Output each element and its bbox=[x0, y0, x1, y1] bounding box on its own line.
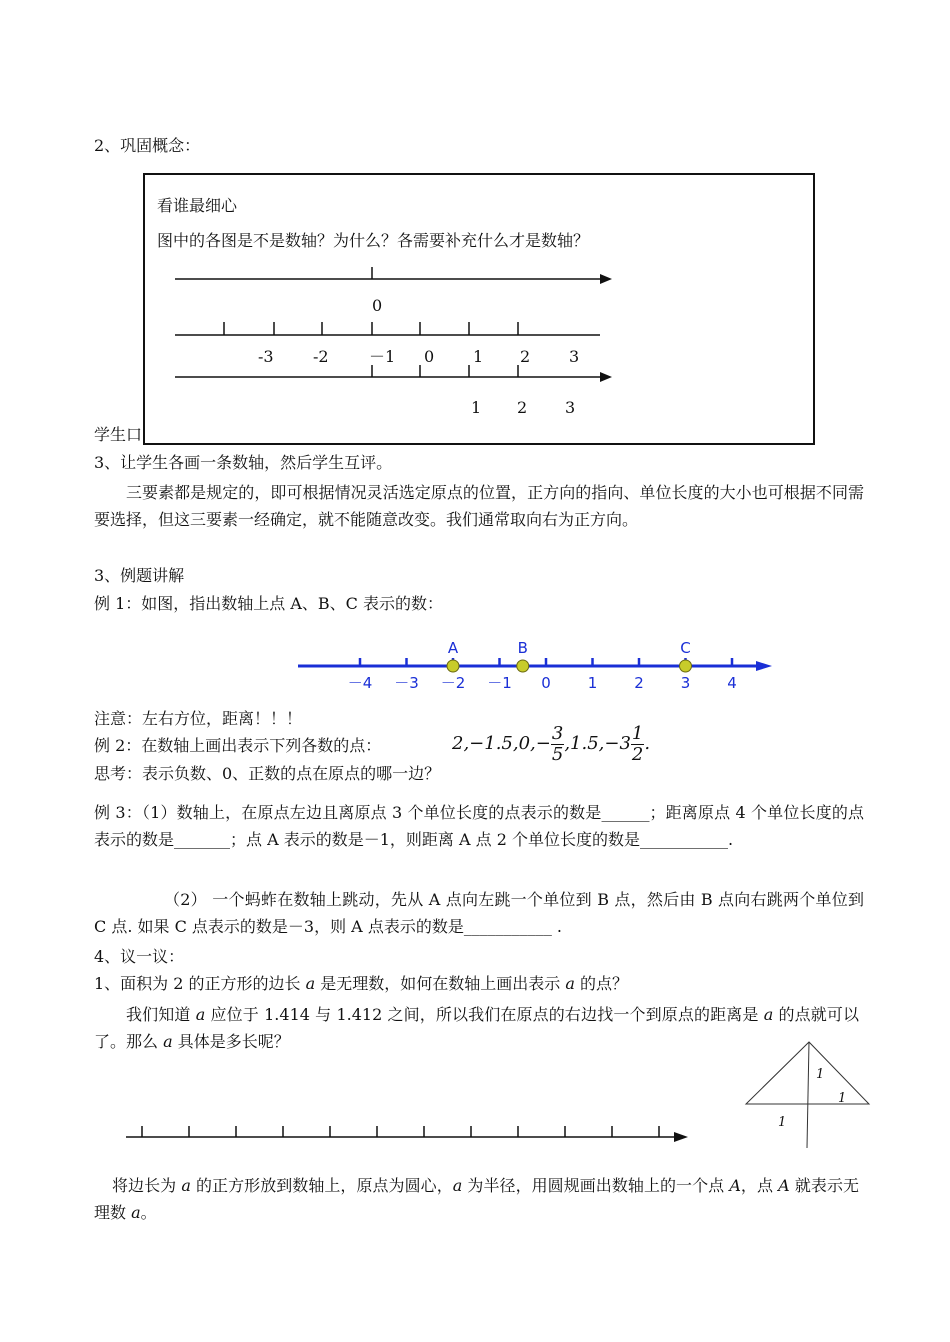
final-d: ，点 bbox=[740, 1176, 779, 1195]
ex1-tick-label: －3 bbox=[394, 674, 419, 692]
section3-heading: 3、让学生各画一条数轴，然后学生互评。 bbox=[94, 453, 393, 472]
axis-2-label: 0 bbox=[424, 347, 435, 366]
fraction-3-5 bbox=[551, 724, 564, 765]
var-a: a bbox=[452, 1176, 463, 1195]
q1-part-b: 是无理数，如何在数轴上画出表示 bbox=[315, 974, 566, 993]
ex1-point-label: A bbox=[447, 639, 459, 657]
final-a: 将边长为 bbox=[112, 1176, 182, 1195]
final-f: 。 bbox=[140, 1203, 157, 1222]
var-a: a bbox=[305, 974, 316, 993]
p1-a: 我们知道 bbox=[126, 1005, 196, 1024]
note-text: 注意：左右方位，距离！！！ bbox=[94, 709, 303, 728]
p1-c: 的点就可以了。那么 bbox=[94, 1005, 860, 1051]
point-A: A bbox=[729, 1176, 741, 1195]
ex1-tick-label: －2 bbox=[440, 674, 466, 692]
axis-2-label: 1 bbox=[473, 347, 484, 366]
example-1-text: 例 1：如图，指出数轴上点 A、B、C 表示的数： bbox=[94, 594, 443, 613]
frac-num: 3 bbox=[551, 722, 564, 744]
var-a: a bbox=[195, 1005, 206, 1024]
example-2-math bbox=[452, 720, 650, 768]
example-2-text: 例 2：在数轴上画出表示下列各数的点： bbox=[94, 736, 382, 755]
p1-d: 具体是多长呢？ bbox=[172, 1032, 290, 1051]
math-part-1: 2,−1.5,0,− bbox=[452, 733, 551, 754]
var-a: a bbox=[163, 1032, 173, 1051]
axis-2-label: -3 bbox=[258, 347, 274, 366]
section4-question-1 bbox=[94, 974, 628, 994]
axis-3-arrow bbox=[600, 372, 612, 382]
point-A: A bbox=[778, 1176, 790, 1195]
ex1-point-label: C bbox=[680, 639, 691, 657]
axis-1-label: 0 bbox=[372, 296, 383, 315]
q1-part-c: 的点？ bbox=[574, 974, 628, 993]
example-1-number-line bbox=[298, 630, 778, 700]
final-e: 就表示无理数 bbox=[94, 1176, 859, 1222]
diagram-label: 1 bbox=[816, 1067, 825, 1082]
ex1-tick-label: 0 bbox=[541, 674, 551, 692]
section3-paragraph: 三要素都是规定的，即可根据情况灵活选定原点的位置，正方向的指向、单位长度的大小也可根据不同需要选择，但这三要素一经确定，就不能随意改变。我们通常取向右为正方向。 bbox=[94, 483, 864, 529]
math-end: . bbox=[644, 733, 651, 754]
concept-box bbox=[143, 173, 815, 445]
axis-3-label: 3 bbox=[565, 398, 576, 417]
axis-3-label: 2 bbox=[517, 398, 528, 417]
square-diagonal-diagram bbox=[744, 1040, 874, 1150]
diagram-label: 1 bbox=[778, 1115, 787, 1130]
ex1-point-a bbox=[447, 660, 459, 672]
bottom-axis-arrow bbox=[674, 1132, 688, 1142]
triangle-shape bbox=[746, 1042, 869, 1104]
ex1-tick-label: 2 bbox=[634, 674, 644, 692]
q1-part-a: 1、面积为 2 的正方形的边长 bbox=[94, 974, 306, 993]
section4-heading: 4、议一议： bbox=[94, 947, 185, 966]
diagram-label: 1 bbox=[838, 1091, 847, 1106]
think-text: 思考：表示负数、0、正数的点在原点的哪一边？ bbox=[94, 764, 441, 783]
var-a: a bbox=[131, 1203, 141, 1222]
frac-den: 2 bbox=[631, 743, 644, 765]
example-3-part-2: （2） 一个蚂蚱在数轴上跳动，先从 A 点向左跳一个单位到 B 点，然后由 B 点向右跳两个单位到 C 点. 如果 C 点表示的数是－3，则 A 点表示的数是___________ . bbox=[94, 890, 864, 936]
section4-number-line bbox=[124, 1122, 704, 1152]
ex1-tick-label: 4 bbox=[727, 674, 737, 692]
axis-2-label: －1 bbox=[369, 347, 396, 366]
fraction-1-2 bbox=[631, 724, 644, 765]
ex1-tick-label: 1 bbox=[587, 674, 598, 692]
axis-2-label: -2 bbox=[313, 347, 329, 366]
axis-3-label: 1 bbox=[471, 398, 482, 417]
ex1-axis-arrow bbox=[756, 661, 772, 671]
axis-figure-1 bbox=[145, 260, 813, 320]
var-a: a bbox=[565, 974, 575, 993]
var-a: a bbox=[763, 1005, 774, 1024]
p1-b: 应位于 1.414 与 1.412 之间，所以我们在原点的右边找一个到原点的距离是 bbox=[205, 1005, 764, 1024]
var-a: a bbox=[181, 1176, 191, 1195]
ex1-tick-label: －4 bbox=[347, 674, 373, 692]
hidden-prefix-text: 学生口 bbox=[94, 425, 143, 444]
ex1-tick-label: －1 bbox=[487, 674, 512, 692]
final-c: 为半径，用圆规画出数轴上的一个点 bbox=[462, 1176, 730, 1195]
axis-2-label: 2 bbox=[520, 347, 531, 366]
example-3-part-1: 例 3：（1）数轴上，在原点左边且离原点 3 个单位长度的点表示的数是______；距离原点 4 个单位长度的点表示的数是_______；点 A 表示的数是－1，则距离 A 点 2 个单位长度的数是___________. bbox=[94, 803, 864, 849]
final-paragraph bbox=[94, 1172, 859, 1226]
triangle-altitude bbox=[807, 1042, 809, 1148]
frac-num: 1 bbox=[631, 722, 644, 744]
axis-1-arrow bbox=[600, 274, 612, 284]
ex1-point-b bbox=[517, 660, 529, 672]
section2-heading: 2、巩固概念： bbox=[94, 136, 201, 155]
ex1-point-label: B bbox=[517, 639, 528, 657]
axis-2-label: 3 bbox=[569, 347, 580, 366]
box-title: 看谁最细心 bbox=[157, 196, 238, 215]
examples-heading: 3、例题讲解 bbox=[94, 566, 185, 585]
ex1-point-c bbox=[680, 660, 692, 672]
final-b: 的正方形放到数轴上，原点为圆心， bbox=[190, 1176, 453, 1195]
ex1-tick-label: 3 bbox=[680, 674, 691, 692]
math-part-2: ,1.5,−3 bbox=[564, 733, 631, 754]
frac-den: 5 bbox=[551, 743, 564, 765]
box-question: 图中的各图是不是数轴？为什么？各需要补充什么才是数轴？ bbox=[157, 231, 590, 250]
